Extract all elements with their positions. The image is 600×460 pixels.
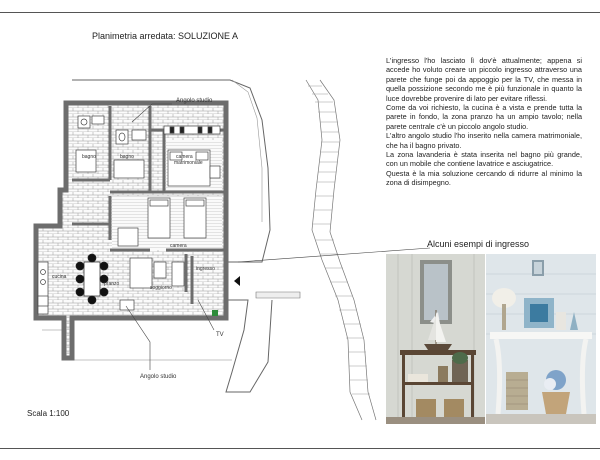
stair-treads — [308, 86, 370, 394]
description-paragraph: Come da voi richiesto, la cucina è a vista e prende tutta la parete in fondo, la zona pranzo ha un ampio tavolo; nella parete centrale c'è un piccolo angolo studio. — [386, 103, 582, 131]
description-paragraph: L'ingresso l'ho lasciato lì dov'è attualmente; appena si accede ho voluto creare un piccolo ingresso attraverso una parete che funge poi da appoggio per la TV, che messa in quella possizione secondo me è più funzionale in quanto la luce dovrebbe provenire di lato per evitare riflessi. — [386, 56, 582, 103]
label-pranzo: pranzo — [104, 281, 120, 287]
green-marker — [212, 310, 218, 316]
scale-label: Scala 1:100 — [27, 409, 70, 418]
entrance-example-photo-2 — [486, 254, 596, 424]
description-paragraph: Questa è la mia soluzione cercando di ridurre al minimo la zona di disimpegno. — [386, 168, 582, 188]
label-angolo-studio-top: Angolo studio — [176, 98, 213, 104]
label-camera: camera — [170, 243, 187, 249]
label-camera-matrimoniale-2: matrimoniale — [174, 160, 203, 166]
label-cucina: cucina — [52, 274, 67, 280]
label-bagno-left: bagno — [82, 154, 96, 160]
label-bagno-right: bagno — [120, 154, 134, 160]
wardrobe-top — [164, 126, 220, 134]
description-paragraph: La zona lavanderia è stata inserita nel bagno più grande, con un mobile che contiene lavatrice e asciugatrice. — [386, 150, 582, 169]
examples-title: Alcuni esempi di ingresso — [427, 239, 530, 249]
entrance-example-photo-1 — [386, 254, 485, 424]
description-paragraph: L'altro angolo studio l'ho inserito nella camera matrimoniale, che ha il bagno privato. — [386, 131, 582, 150]
label-soggiorno: soggiorno — [150, 285, 172, 291]
solution-description — [386, 56, 582, 188]
staircase-outline — [306, 80, 376, 420]
page-title: Planimetria arredata: SOLUZIONE A — [92, 31, 239, 41]
label-ingresso: ingresso — [196, 266, 215, 272]
entrance-arrow — [234, 276, 240, 286]
label-angolo-studio-bottom: Angolo studio — [140, 374, 177, 380]
kitchen-counter — [38, 262, 48, 314]
terrace-outline-inner — [232, 80, 262, 222]
label-camera-matrimoniale-1: camera — [176, 154, 193, 160]
label-tv: TV — [216, 332, 224, 338]
landing — [256, 292, 300, 298]
